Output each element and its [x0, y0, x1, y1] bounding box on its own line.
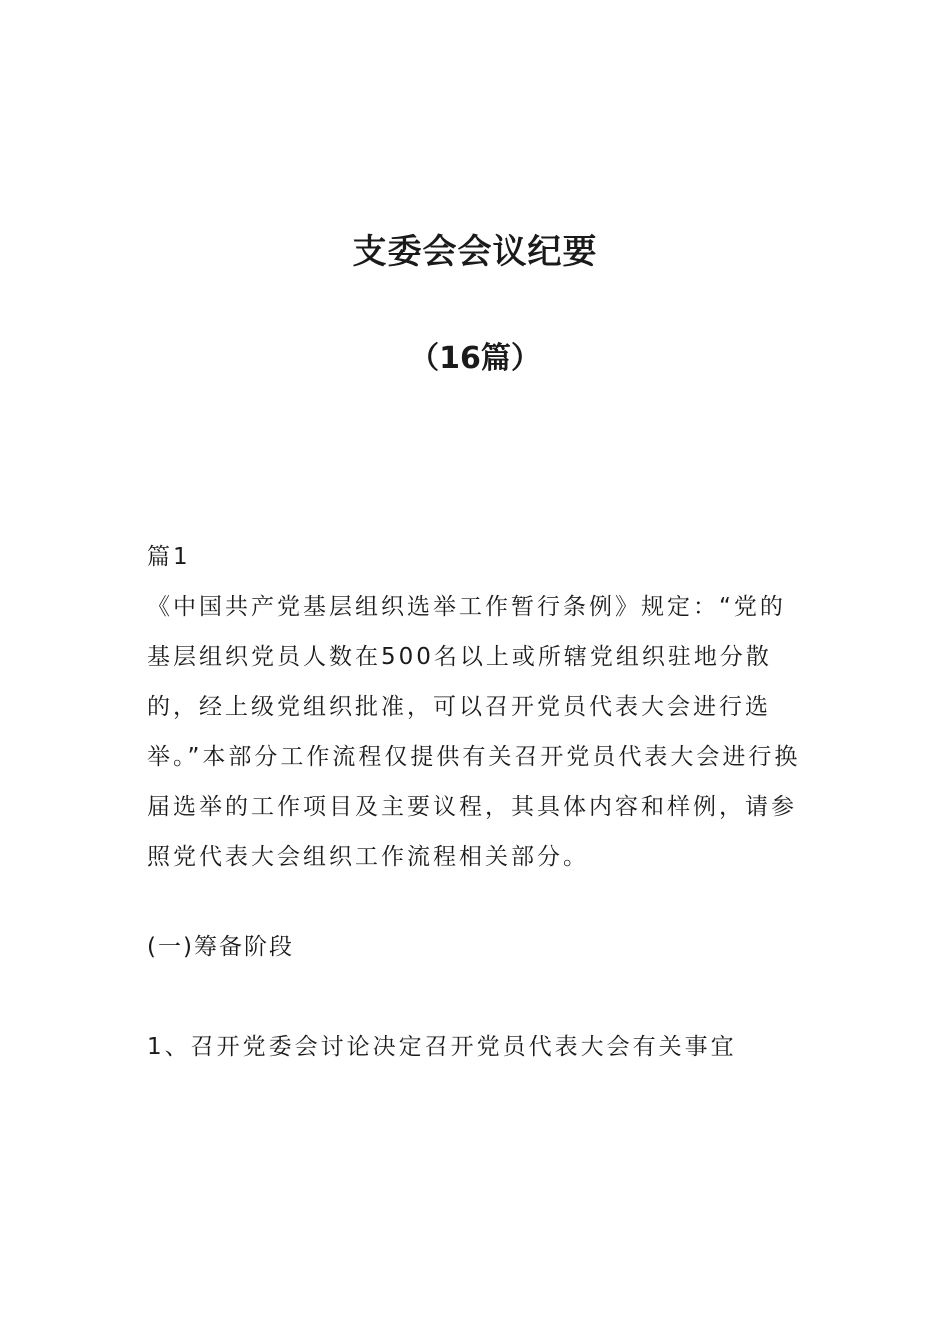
document-title: 支委会会议纪要	[352, 231, 598, 272]
list-item: 1、召开党委会讨论决定召开党员代表大会有关事宜	[147, 1034, 737, 1060]
document-body	[147, 532, 807, 882]
document-subtitle: （16篇）	[409, 341, 541, 376]
intro-paragraph: 《中国共产党基层组织选举工作暂行条例》规定：“党的基层组织党员人数在500名以上或所辖党组织驻地分散的，经上级党组织批准，可以召开党员代表大会进行选举。”本部分工作流程仅提供有关召开党员代表大会进行换届选举的工作项目及主要议程，其具体内容和样例，请参照党代表大会组织工作流程相关部分。	[147, 594, 801, 870]
section-heading: (一)筹备阶段	[147, 934, 294, 960]
chapter-label: 篇1	[147, 544, 191, 570]
